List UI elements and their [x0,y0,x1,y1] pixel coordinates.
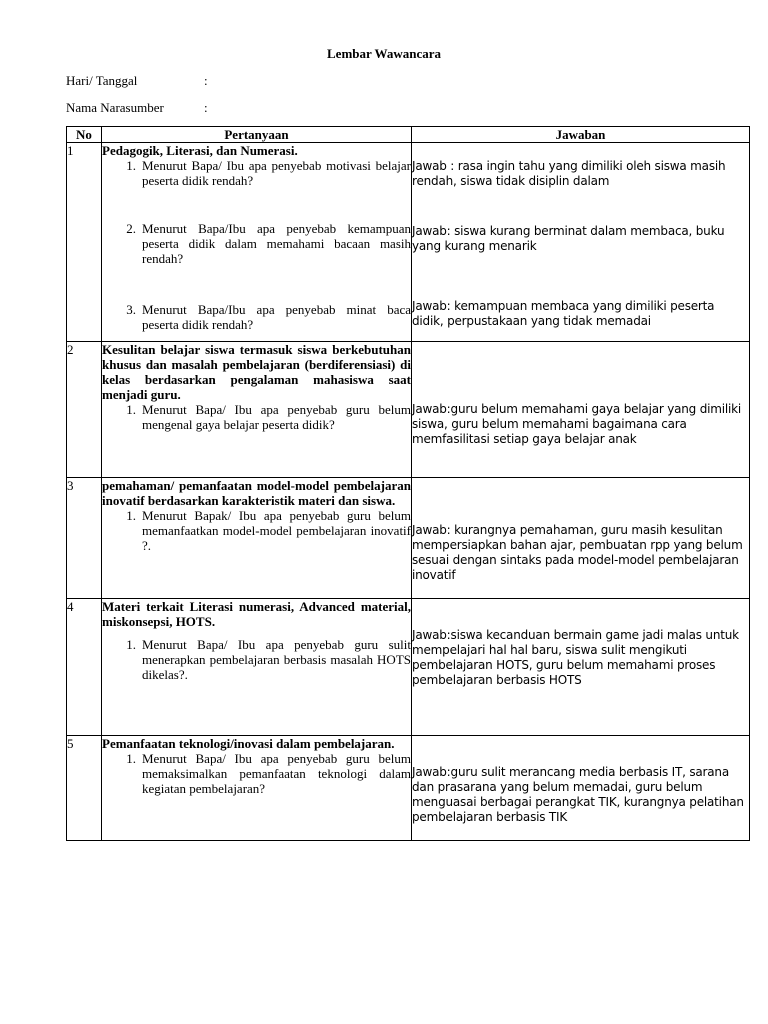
answer-cell [412,599,750,736]
question-cell [102,342,412,478]
topic-text: Kesulitan belajar siswa termasuk siswa berkebutuhan khusus dan masalah pembelajaran (berdiferensiasi) di kelas berdasarkan pengalaman mahasiswa saat menjadi guru. [102,342,411,402]
table-row [67,342,750,478]
field-date-separator: : [204,73,208,88]
question-cell [102,599,412,736]
question-number: 1. [126,637,136,652]
question-item [102,751,411,796]
question-number: 2. [126,221,136,236]
question-cell [102,736,412,841]
row-number: 2 [67,342,102,478]
question-text: Menurut Bapa/ Ibu apa penyebab guru sulit menerapkan pembelajaran berbasis masalah HOTS dikelas?. [142,637,411,682]
field-source-name-separator: : [204,100,208,115]
answer-text: Jawab: kemampuan membaca yang dimiliki peserta didik, perpustakaan yang tidak memadai [412,299,715,328]
question-item [102,508,411,553]
table-row [67,478,750,599]
question-text: Menurut Bapa/ Ibu apa penyebab motivasi belajar peserta didik rendah? [142,158,411,188]
answer-text: Jawab:guru sulit merancang media berbasis IT, sarana dan prasarana yang belum memadai, guru belum menguasai berbagai perangkat TIK, kurangnya pelatihan pembelajaran berbasis TIK [412,765,744,824]
question-text: Menurut Bapa/ Ibu apa penyebab guru belum memaksimalkan pemanfaatan teknologi dalam kegiatan pembelajaran? [142,751,411,796]
field-source-name-label: Nama Narasumber [66,100,164,115]
question-number: 1. [126,158,136,173]
answer-text: Jawab : rasa ingin tahu yang dimiliki oleh siswa masih rendah, siswa tidak disiplin dalam [412,159,726,188]
answer-text: Jawab:guru belum memahami gaya belajar yang dimiliki siswa, guru belum memahami bagaimana cara memfasilitasi setiap gaya belajar anak [412,402,742,446]
table-row [67,599,750,736]
answer-cell [412,736,750,841]
question-text: Menurut Bapa/ Ibu apa penyebab guru belum mengenal gaya belajar peserta didik? [142,402,411,432]
question-item [102,158,411,188]
row-number: 1 [67,143,102,342]
answer-text: Jawab:siswa kecanduan bermain game jadi malas untuk mempelajari hal hal baru, siswa sulit mengikuti pembelajaran HOTS, guru belum memahami proses pembelajaran berbasis HOTS [412,628,739,687]
answer-cell [412,143,750,342]
header-no: No [67,127,102,143]
answer-cell [412,342,750,478]
question-text: Menurut Bapa/Ibu apa penyebab kemampuan peserta didik dalam memahami bacaan masih rendah? [142,221,411,266]
header-answer: Jawaban [412,127,750,143]
question-number: 1. [126,508,136,523]
field-date-label: Hari/ Tanggal [66,73,138,88]
question-item [102,402,411,432]
question-text: Menurut Bapak/ Ibu apa penyebab guru belum memanfaatkan model-model pembelajaran inovatif ?. [142,508,411,553]
answer-cell [412,478,750,599]
table-header-row [67,127,750,143]
header-question: Pertanyaan [102,127,412,143]
answer-text: Jawab: kurangnya pemahaman, guru masih kesulitan mempersiapkan bahan ajar, pembuatan rpp yang belum sesuai dengan sintaks pada model-model pembelajaran inovatif [412,523,743,582]
interview-table [66,126,750,841]
row-number: 3 [67,478,102,599]
question-number: 3. [126,302,136,317]
field-date [66,73,208,88]
question-item [102,302,411,332]
row-number: 4 [67,599,102,736]
field-source-name [66,100,208,115]
question-text: Menurut Bapa/Ibu apa penyebab minat baca peserta didik rendah? [142,302,411,332]
question-cell [102,478,412,599]
question-number: 1. [126,402,136,417]
table-row [67,736,750,841]
topic-text: Materi terkait Literasi numerasi, Advanced material, miskonsepsi, HOTS. [102,599,411,629]
question-number: 1. [126,751,136,766]
topic-text: pemahaman/ pemanfaatan model-model pembelajaran inovatif berdasarkan karakteristik materi dan siswa. [102,478,411,508]
table-row [67,143,750,342]
page-title: Lembar Wawancara [327,46,441,61]
topic-text: Pemanfaatan teknologi/inovasi dalam pembelajaran. [102,736,395,751]
row-number: 5 [67,736,102,841]
question-item [102,637,411,682]
question-cell [102,143,412,342]
topic-text: Pedagogik, Literasi, dan Numerasi. [102,143,298,158]
answer-text: Jawab: siswa kurang berminat dalam membaca, buku yang kurang menarik [412,224,725,253]
question-item [102,221,411,266]
